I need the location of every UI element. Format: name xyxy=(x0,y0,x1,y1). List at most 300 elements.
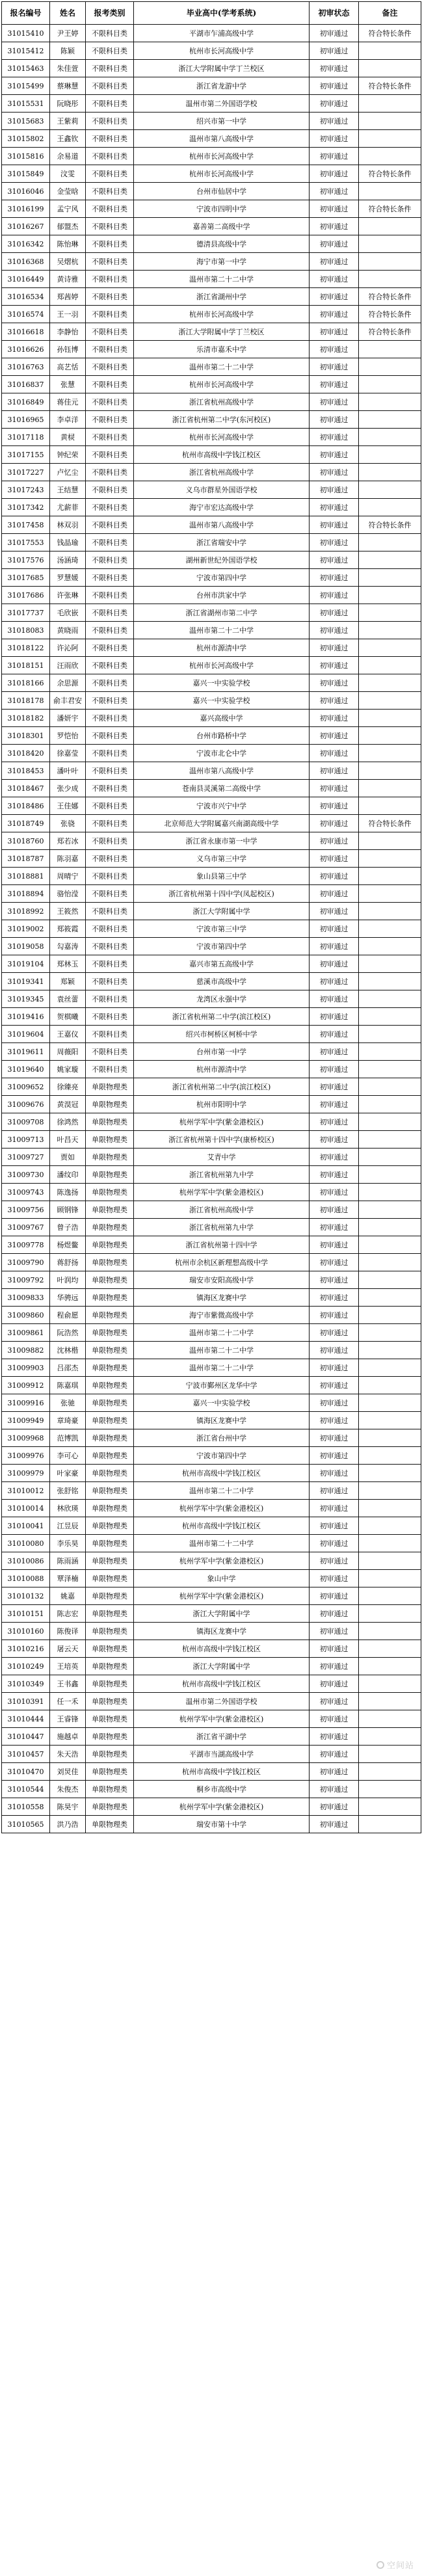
cell-status: 初审通过 xyxy=(310,1061,359,1078)
cell-id: 31009903 xyxy=(2,1359,50,1377)
cell-name: 陈雨涵 xyxy=(50,1552,86,1570)
cell-name: 曾子浩 xyxy=(50,1219,86,1236)
cell-status: 初审通过 xyxy=(310,1816,359,1833)
cell-category: 单限物理类 xyxy=(86,1447,134,1465)
cell-status: 初审通过 xyxy=(310,253,359,271)
cell-id: 31010349 xyxy=(2,1675,50,1693)
cell-note: 符合特长条件 xyxy=(359,165,421,183)
cell-school: 杭州学军中学(紫金港校区) xyxy=(134,1184,310,1201)
cell-school: 嘉善第二高级中学 xyxy=(134,218,310,235)
cell-note: 符合特长条件 xyxy=(359,288,421,306)
table-row xyxy=(2,446,421,464)
cell-note xyxy=(359,990,421,1008)
cell-status: 初审通过 xyxy=(310,25,359,42)
table-row xyxy=(2,674,421,692)
cell-school: 温州市第二十二中学 xyxy=(134,1324,310,1342)
cell-id: 31015683 xyxy=(2,113,50,130)
cell-name: 卢忆尘 xyxy=(50,464,86,481)
table-row xyxy=(2,551,421,569)
cell-note xyxy=(359,604,421,622)
cell-status: 初审通过 xyxy=(310,60,359,77)
cell-school: 台州市洪家中学 xyxy=(134,587,310,604)
cell-name: 黄诗雅 xyxy=(50,271,86,288)
cell-school: 湖州新世纪外国语学校 xyxy=(134,551,310,569)
cell-id: 31019611 xyxy=(2,1043,50,1061)
table-row xyxy=(2,1201,421,1219)
cell-category: 不限科目类 xyxy=(86,657,134,674)
cell-name: 沈林楷 xyxy=(50,1342,86,1359)
table-row xyxy=(2,183,421,200)
table-row xyxy=(2,1465,421,1482)
cell-category: 不限科目类 xyxy=(86,832,134,850)
table-row xyxy=(2,288,421,306)
cell-name: 陈志宏 xyxy=(50,1605,86,1623)
table-row xyxy=(2,1605,421,1623)
cell-status: 初审通过 xyxy=(310,218,359,235)
cell-school: 浙江省杭州第九中学 xyxy=(134,1219,310,1236)
cell-name: 汪雨欣 xyxy=(50,657,86,674)
cell-school: 浙江省湖州市第二中学 xyxy=(134,604,310,622)
table-row xyxy=(2,604,421,622)
cell-note xyxy=(359,42,421,60)
cell-note xyxy=(359,358,421,376)
cell-note xyxy=(359,762,421,780)
cell-category: 不限科目类 xyxy=(86,745,134,762)
cell-category: 不限科目类 xyxy=(86,1043,134,1061)
cell-name: 杨煜鳖 xyxy=(50,1236,86,1254)
cell-status: 初审通过 xyxy=(310,569,359,587)
cell-note xyxy=(359,235,421,253)
cell-id: 31010041 xyxy=(2,1517,50,1535)
cell-status: 初审通过 xyxy=(310,990,359,1008)
cell-status: 初审通过 xyxy=(310,323,359,341)
cell-status: 初审通过 xyxy=(310,393,359,411)
cell-name: 张骁 xyxy=(50,815,86,832)
cell-id: 31010565 xyxy=(2,1816,50,1833)
cell-name: 阮浩然 xyxy=(50,1324,86,1342)
cell-school: 杭州市阳明中学 xyxy=(134,1096,310,1113)
cell-name: 潘妍宇 xyxy=(50,710,86,727)
cell-note xyxy=(359,1552,421,1570)
cell-category: 单限物理类 xyxy=(86,1394,134,1412)
cell-category: 单限物理类 xyxy=(86,1324,134,1342)
cell-id: 31015499 xyxy=(2,77,50,95)
cell-note xyxy=(359,1763,421,1781)
cell-note xyxy=(359,393,421,411)
cell-school: 杭州市高级中学钱江校区 xyxy=(134,1640,310,1658)
cell-id: 31016965 xyxy=(2,411,50,429)
cell-status: 初审通过 xyxy=(310,481,359,499)
cell-school: 温州市第二外国语学校 xyxy=(134,95,310,113)
cell-category: 单限物理类 xyxy=(86,1552,134,1570)
table-row xyxy=(2,165,421,183)
cell-note xyxy=(359,1342,421,1359)
cell-note xyxy=(359,569,421,587)
cell-school: 浙江省湖州中学 xyxy=(134,288,310,306)
cell-school: 杭州市高级中学钱江校区 xyxy=(134,1517,310,1535)
cell-name: 郑若冰 xyxy=(50,832,86,850)
table-row xyxy=(2,1254,421,1271)
table-row xyxy=(2,1096,421,1113)
cell-school: 义乌市第三中学 xyxy=(134,850,310,868)
cell-category: 单限物理类 xyxy=(86,1236,134,1254)
cell-status: 初审通过 xyxy=(310,1552,359,1570)
cell-note xyxy=(359,1271,421,1289)
cell-school: 台州市仙居中学 xyxy=(134,183,310,200)
cell-name: 朱佳萱 xyxy=(50,60,86,77)
cell-name: 罗慧媛 xyxy=(50,569,86,587)
table-row xyxy=(2,1500,421,1517)
cell-school: 杭州市源清中学 xyxy=(134,1061,310,1078)
cell-category: 不限科目类 xyxy=(86,464,134,481)
cell-category: 单限物理类 xyxy=(86,1289,134,1307)
cell-id: 31009949 xyxy=(2,1412,50,1429)
cell-note xyxy=(359,1728,421,1746)
table-row xyxy=(2,1640,421,1658)
table-row xyxy=(2,797,421,815)
cell-school: 浙江省瑞安中学 xyxy=(134,534,310,551)
cell-category: 单限物理类 xyxy=(86,1307,134,1324)
table-row xyxy=(2,1412,421,1429)
cell-school: 浙江省杭州第二中学(滨江校区) xyxy=(134,1008,310,1026)
cell-id: 31009790 xyxy=(2,1254,50,1271)
table-row xyxy=(2,1131,421,1149)
cell-school: 杭州市长河高级中学 xyxy=(134,306,310,323)
watermark xyxy=(376,2558,414,2571)
cell-status: 初审通过 xyxy=(310,271,359,288)
cell-category: 不限科目类 xyxy=(86,235,134,253)
cell-school: 温州市第八高级中学 xyxy=(134,130,310,148)
cell-status: 初审通过 xyxy=(310,1184,359,1201)
cell-status: 初审通过 xyxy=(310,692,359,710)
cell-category: 单限物理类 xyxy=(86,1219,134,1236)
table-row xyxy=(2,973,421,990)
cell-name: 陈嘉琪 xyxy=(50,1377,86,1394)
cell-name: 贾如 xyxy=(50,1149,86,1166)
cell-name: 勾嘉涛 xyxy=(50,938,86,955)
table-row xyxy=(2,113,421,130)
table-row xyxy=(2,130,421,148)
cell-id: 31009833 xyxy=(2,1289,50,1307)
cell-category: 不限科目类 xyxy=(86,358,134,376)
cell-id: 31009976 xyxy=(2,1447,50,1465)
cell-school: 浙江省平湖中学 xyxy=(134,1728,310,1746)
cell-category: 单限物理类 xyxy=(86,1078,134,1096)
cell-note xyxy=(359,1377,421,1394)
cell-id: 31017686 xyxy=(2,587,50,604)
cell-status: 初审通过 xyxy=(310,955,359,973)
cell-name: 张驰 xyxy=(50,1394,86,1412)
cell-category: 单限物理类 xyxy=(86,1570,134,1587)
cell-name: 覃泽楠 xyxy=(50,1570,86,1587)
cell-id: 31015463 xyxy=(2,60,50,77)
cell-id: 31009713 xyxy=(2,1131,50,1149)
cell-id: 31010014 xyxy=(2,1500,50,1517)
cell-school: 浙江大学附属中学 xyxy=(134,903,310,920)
table-row xyxy=(2,1693,421,1710)
table-row xyxy=(2,429,421,446)
cell-school: 镇海区龙赛中学 xyxy=(134,1623,310,1640)
table-row xyxy=(2,938,421,955)
cell-id: 31009756 xyxy=(2,1201,50,1219)
table-row xyxy=(2,1623,421,1640)
cell-name: 徐嘉莹 xyxy=(50,745,86,762)
cell-category: 单限物理类 xyxy=(86,1096,134,1113)
table-row xyxy=(2,1728,421,1746)
cell-note xyxy=(359,1166,421,1184)
cell-id: 31009652 xyxy=(2,1078,50,1096)
cell-note xyxy=(359,429,421,446)
table-row xyxy=(2,323,421,341)
cell-status: 初审通过 xyxy=(310,113,359,130)
cell-category: 不限科目类 xyxy=(86,903,134,920)
table-row xyxy=(2,1552,421,1570)
cell-note xyxy=(359,1517,421,1535)
cell-status: 初审通过 xyxy=(310,1078,359,1096)
table-row xyxy=(2,1658,421,1675)
cell-school: 象山县第三中学 xyxy=(134,868,310,885)
cell-name: 尹王婷 xyxy=(50,25,86,42)
cell-id: 31016199 xyxy=(2,200,50,218)
cell-name: 汤涵琦 xyxy=(50,551,86,569)
cell-note xyxy=(359,130,421,148)
cell-school: 浙江大学附属中学丁兰校区 xyxy=(134,323,310,341)
cell-school: 浙江省杭州高级中学 xyxy=(134,464,310,481)
cell-name: 吕邵杰 xyxy=(50,1359,86,1377)
cell-id: 31017685 xyxy=(2,569,50,587)
cell-school: 浙江省杭州第十四中学 xyxy=(134,1236,310,1254)
cell-name: 朱天浩 xyxy=(50,1746,86,1763)
cell-note xyxy=(359,113,421,130)
watermark-logo-icon xyxy=(376,2561,384,2569)
cell-category: 单限物理类 xyxy=(86,1377,134,1394)
cell-name: 许张琳 xyxy=(50,587,86,604)
cell-name: 李可心 xyxy=(50,1447,86,1465)
cell-note xyxy=(359,376,421,393)
table-row xyxy=(2,1710,421,1728)
table-header xyxy=(2,2,421,25)
cell-id: 31017342 xyxy=(2,499,50,516)
cell-name: 程俞愿 xyxy=(50,1307,86,1324)
cell-id: 31016368 xyxy=(2,253,50,271)
cell-status: 初审通过 xyxy=(310,1763,359,1781)
cell-note xyxy=(359,1236,421,1254)
cell-school: 杭州市长河高级中学 xyxy=(134,429,310,446)
cell-category: 单限物理类 xyxy=(86,1500,134,1517)
cell-name: 屠云天 xyxy=(50,1640,86,1658)
table-row xyxy=(2,1149,421,1166)
table-row xyxy=(2,1377,421,1394)
cell-name: 金莹晗 xyxy=(50,183,86,200)
cell-status: 初审通过 xyxy=(310,516,359,534)
table-row xyxy=(2,1359,421,1377)
cell-school: 德清县高级中学 xyxy=(134,235,310,253)
cell-school: 杭州市高级中学钱江校区 xyxy=(134,1675,310,1693)
table-row xyxy=(2,218,421,235)
cell-school: 嘉兴一中实验学校 xyxy=(134,1394,310,1412)
cell-category: 不限科目类 xyxy=(86,516,134,534)
cell-category: 不限科目类 xyxy=(86,411,134,429)
cell-status: 初审通过 xyxy=(310,77,359,95)
cell-name: 陈昊宇 xyxy=(50,1798,86,1816)
table-row xyxy=(2,727,421,745)
cell-note xyxy=(359,1219,421,1236)
cell-id: 31018760 xyxy=(2,832,50,850)
cell-category: 单限物理类 xyxy=(86,1675,134,1693)
cell-school: 杭州市余杭区新理想高级中学 xyxy=(134,1254,310,1271)
cell-category: 不限科目类 xyxy=(86,306,134,323)
cell-id: 31009767 xyxy=(2,1219,50,1236)
cell-category: 不限科目类 xyxy=(86,692,134,710)
cell-status: 初审通过 xyxy=(310,920,359,938)
table-row xyxy=(2,745,421,762)
cell-status: 初审通过 xyxy=(310,1324,359,1342)
cell-id: 31018992 xyxy=(2,903,50,920)
table-row xyxy=(2,1342,421,1359)
cell-note xyxy=(359,1500,421,1517)
cell-id: 31018166 xyxy=(2,674,50,692)
table-row xyxy=(2,762,421,780)
table-row xyxy=(2,499,421,516)
cell-school: 北京师范大学附属嘉兴南湖高级中学 xyxy=(134,815,310,832)
cell-name: 高艺恬 xyxy=(50,358,86,376)
table-row xyxy=(2,1816,421,1833)
cell-id: 31010012 xyxy=(2,1482,50,1500)
cell-category: 单限物理类 xyxy=(86,1746,134,1763)
cell-category: 单限物理类 xyxy=(86,1113,134,1131)
cell-id: 31016342 xyxy=(2,235,50,253)
cell-category: 不限科目类 xyxy=(86,973,134,990)
cell-status: 初审通过 xyxy=(310,183,359,200)
table-row xyxy=(2,358,421,376)
cell-id: 31019604 xyxy=(2,1026,50,1043)
cell-status: 初审通过 xyxy=(310,200,359,218)
table-row xyxy=(2,1781,421,1798)
cell-school: 温州市第二十二中学 xyxy=(134,358,310,376)
cell-id: 31010216 xyxy=(2,1640,50,1658)
cell-id: 31016763 xyxy=(2,358,50,376)
table-row xyxy=(2,376,421,393)
cell-note: 符合特长条件 xyxy=(359,77,421,95)
table-row xyxy=(2,42,421,60)
cell-school: 杭州市长河高级中学 xyxy=(134,657,310,674)
cell-name: 王培英 xyxy=(50,1658,86,1675)
cell-name: 林欣瑛 xyxy=(50,1500,86,1517)
cell-status: 初审通过 xyxy=(310,1113,359,1131)
cell-category: 不限科目类 xyxy=(86,955,134,973)
cell-name: 张舒铭 xyxy=(50,1482,86,1500)
cell-name: 郑筱霞 xyxy=(50,920,86,938)
cell-category: 单限物理类 xyxy=(86,1763,134,1781)
cell-status: 初审通过 xyxy=(310,499,359,516)
cell-name: 王鑫钦 xyxy=(50,130,86,148)
cell-name: 郁盟杰 xyxy=(50,218,86,235)
cell-status: 初审通过 xyxy=(310,358,359,376)
cell-name: 王一羽 xyxy=(50,306,86,323)
table-row xyxy=(2,885,421,903)
cell-school: 海宁市宏达高级中学 xyxy=(134,499,310,516)
cell-category: 不限科目类 xyxy=(86,622,134,639)
cell-category: 单限物理类 xyxy=(86,1429,134,1447)
cell-category: 不限科目类 xyxy=(86,218,134,235)
cell-note xyxy=(359,1113,421,1131)
cell-note xyxy=(359,1693,421,1710)
cell-name: 余思源 xyxy=(50,674,86,692)
cell-id: 31019640 xyxy=(2,1061,50,1078)
cell-status: 初审通过 xyxy=(310,1746,359,1763)
table-row xyxy=(2,95,421,113)
cell-id: 31010160 xyxy=(2,1623,50,1640)
cell-school: 温州市第二十二中学 xyxy=(134,622,310,639)
cell-category: 单限物理类 xyxy=(86,1517,134,1535)
cell-school: 温州市第二十二中学 xyxy=(134,1482,310,1500)
table-row xyxy=(2,271,421,288)
cell-note xyxy=(359,1675,421,1693)
cell-category: 单限物理类 xyxy=(86,1254,134,1271)
cell-school: 温州市第二外国语学校 xyxy=(134,1693,310,1710)
cell-status: 初审通过 xyxy=(310,973,359,990)
cell-id: 31019345 xyxy=(2,990,50,1008)
cell-name: 陈羽嘉 xyxy=(50,850,86,868)
cell-status: 初审通过 xyxy=(310,1587,359,1605)
table-row xyxy=(2,341,421,358)
cell-name: 黄晓雨 xyxy=(50,622,86,639)
table-row xyxy=(2,534,421,551)
table-row xyxy=(2,1307,421,1324)
table-row xyxy=(2,1271,421,1289)
cell-id: 31010558 xyxy=(2,1798,50,1816)
cell-id: 31009743 xyxy=(2,1184,50,1201)
cell-status: 初审通过 xyxy=(310,868,359,885)
cell-category: 单限物理类 xyxy=(86,1149,134,1166)
cell-note xyxy=(359,745,421,762)
cell-status: 初审通过 xyxy=(310,1710,359,1728)
cell-id: 31018182 xyxy=(2,710,50,727)
cell-id: 31016626 xyxy=(2,341,50,358)
table-row xyxy=(2,464,421,481)
cell-school: 义乌市群星外国语学校 xyxy=(134,481,310,499)
table-row xyxy=(2,148,421,165)
cell-school: 杭州学军中学(紫金港校区) xyxy=(134,1798,310,1816)
cell-status: 初审通过 xyxy=(310,903,359,920)
cell-id: 31010132 xyxy=(2,1587,50,1605)
cell-id: 31018453 xyxy=(2,762,50,780)
watermark-text: 空间站 xyxy=(386,2561,414,2571)
cell-status: 初审通过 xyxy=(310,1149,359,1166)
table-row xyxy=(2,481,421,499)
cell-category: 不限科目类 xyxy=(86,850,134,868)
cell-note xyxy=(359,1412,421,1429)
table-row xyxy=(2,920,421,938)
cell-id: 31018301 xyxy=(2,727,50,745)
cell-note xyxy=(359,1605,421,1623)
cell-category: 不限科目类 xyxy=(86,481,134,499)
cell-name: 潘纹印 xyxy=(50,1166,86,1184)
cell-id: 31018467 xyxy=(2,780,50,797)
cell-note xyxy=(359,1394,421,1412)
cell-note xyxy=(359,885,421,903)
cell-name: 任一禾 xyxy=(50,1693,86,1710)
cell-note xyxy=(359,1359,421,1377)
cell-name: 李卓洋 xyxy=(50,411,86,429)
cell-name: 王佳娜 xyxy=(50,797,86,815)
cell-note xyxy=(359,587,421,604)
cell-id: 31015816 xyxy=(2,148,50,165)
cell-name: 刘炅佳 xyxy=(50,1763,86,1781)
cell-school: 瑞安市安阳高级中学 xyxy=(134,1271,310,1289)
table-row xyxy=(2,200,421,218)
cell-category: 不限科目类 xyxy=(86,868,134,885)
